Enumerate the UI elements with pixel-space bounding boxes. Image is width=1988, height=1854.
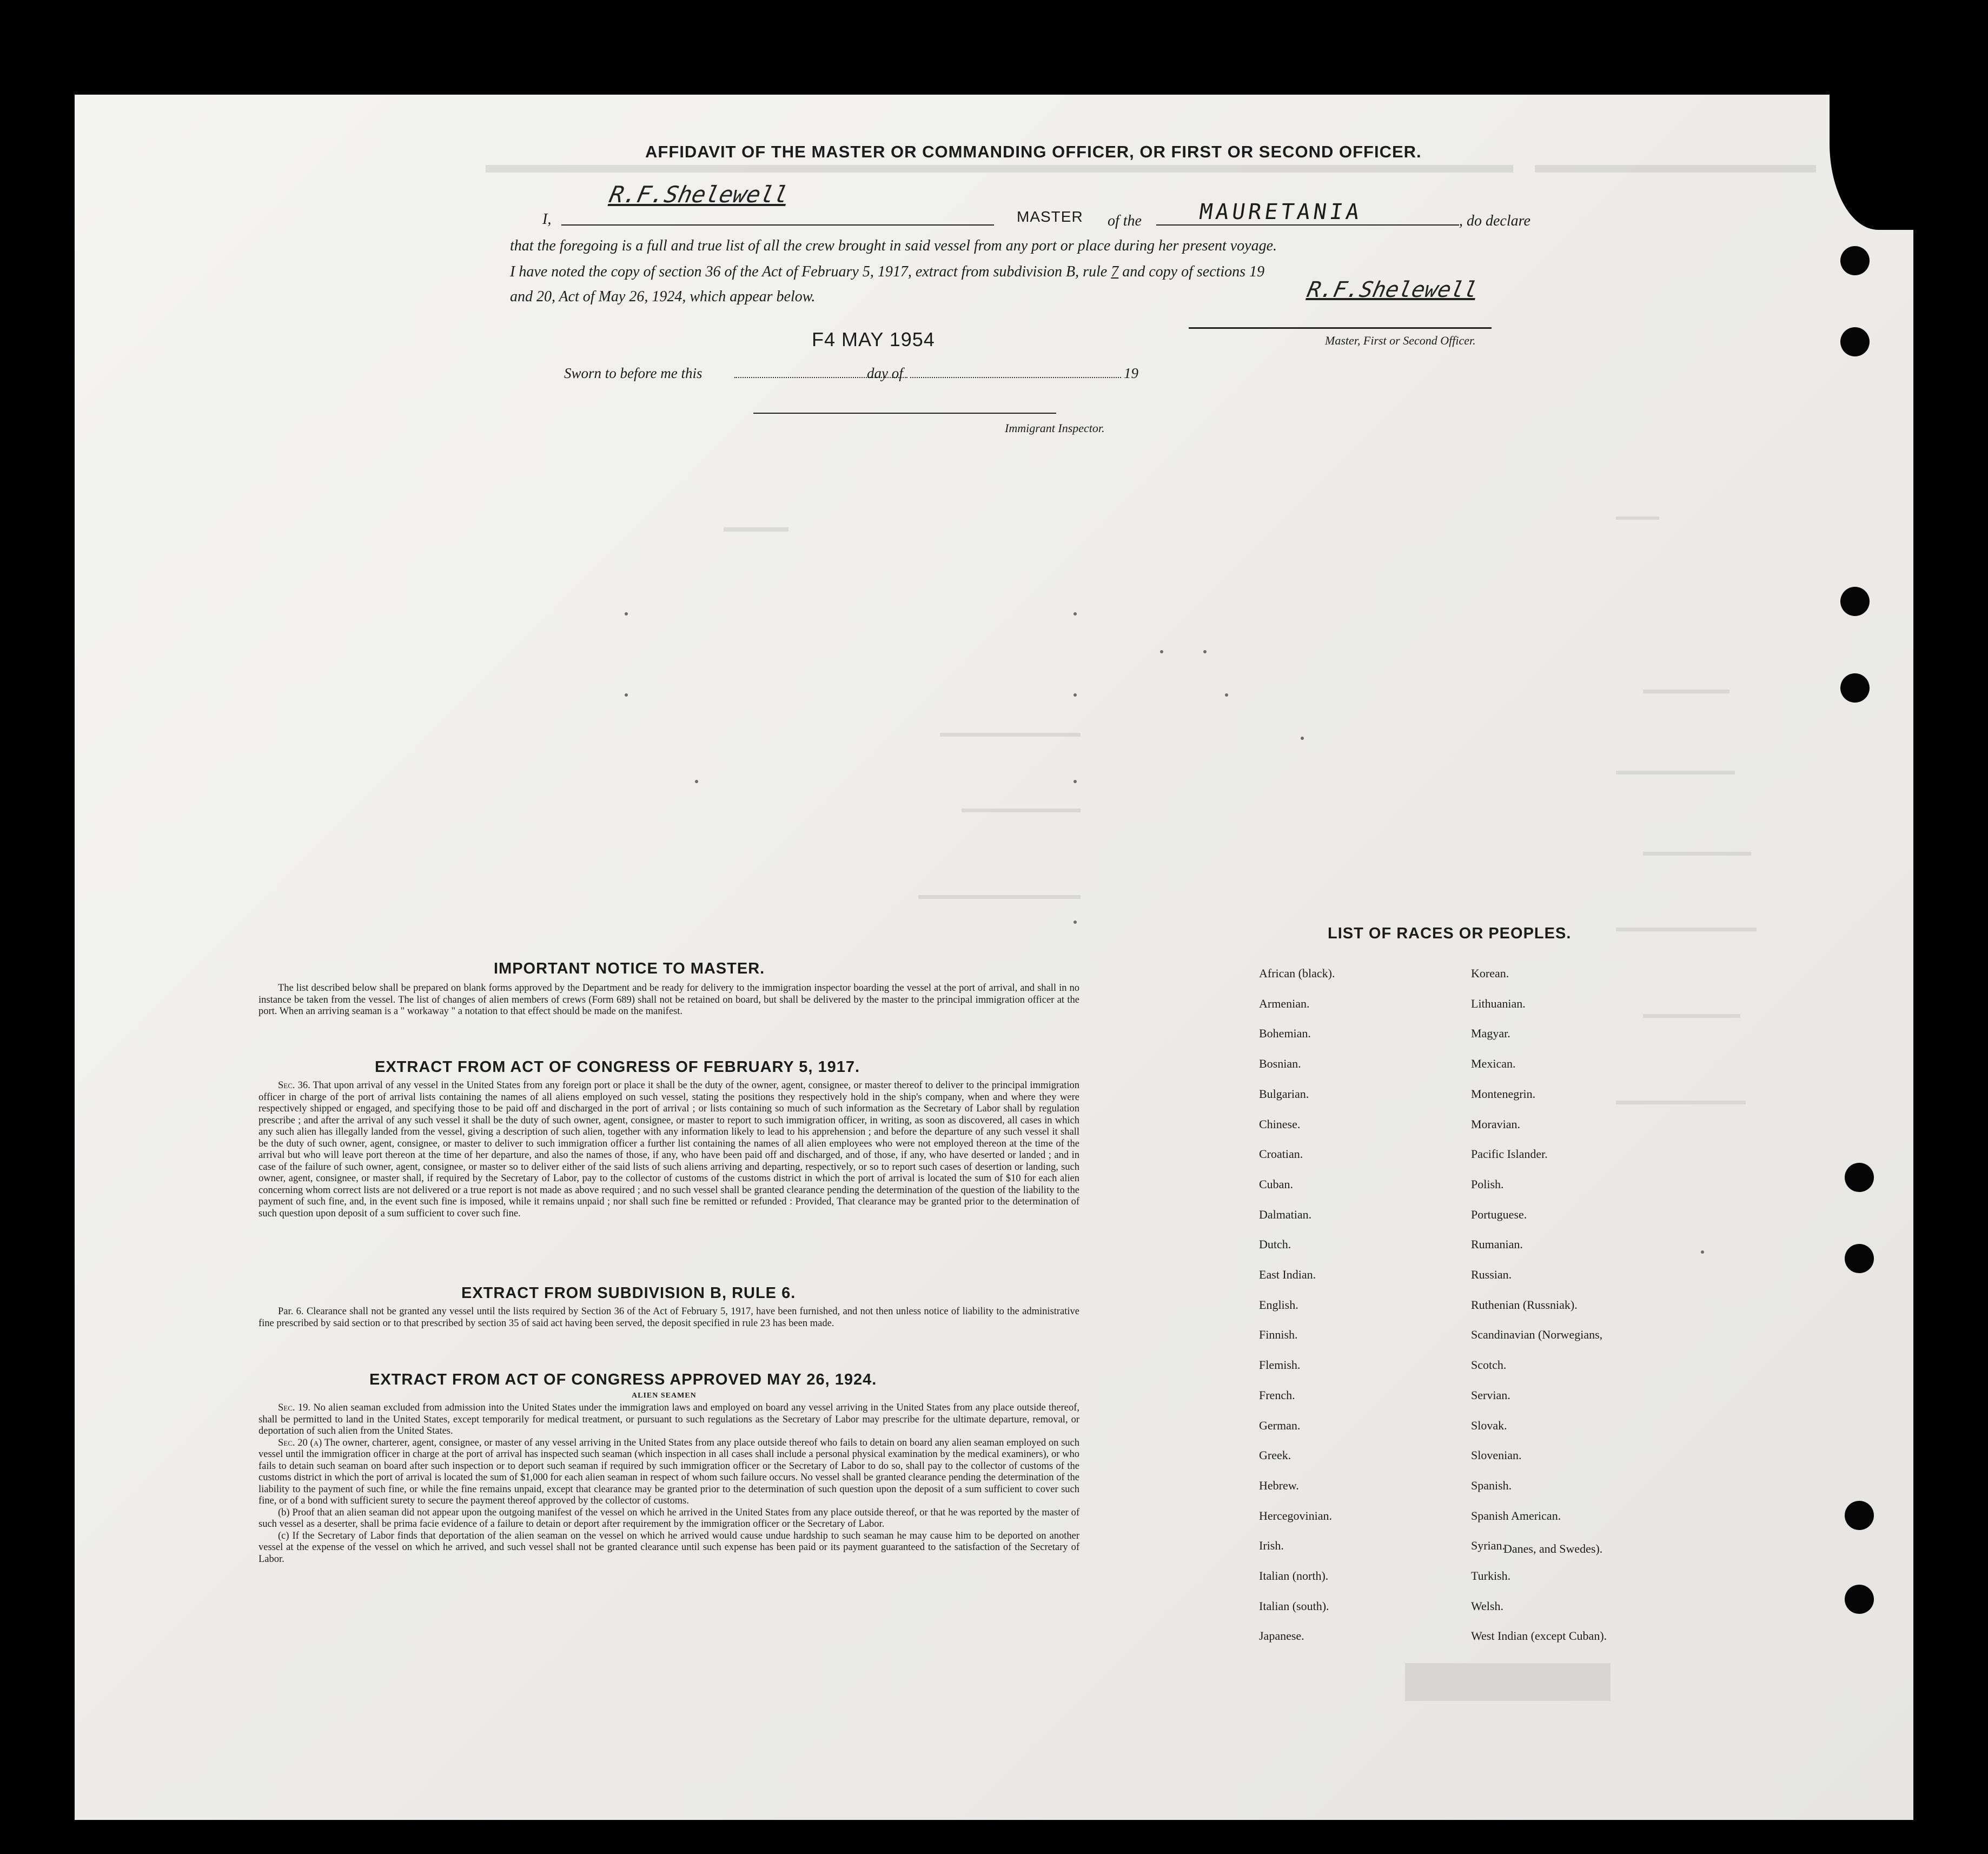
punch-hole [1845,1585,1874,1614]
punch-hole [1840,587,1870,616]
race-left-item: Italian (north). [1259,1569,1329,1582]
race-right-item: Scandinavian (Norwegians, [1471,1328,1603,1342]
declaration-line-2-text: I have noted the copy of section 36 of the Act of February 5, 1917, extract from subdivision B, rule [510,263,1108,280]
subdivision-b-par-label: Par. 6. [278,1306,304,1317]
race-left-item: Greek. [1259,1448,1291,1462]
extract-1924-subtitle: ALIEN SEAMEN [632,1392,697,1400]
subdivision-b-text: Clearance shall not be granted any vessel until the lists required by Section 36 of the Act of February 5, 1917, have been furnished, and not then unless notice of liability to the administrative fine prescribed by said section or to that prescribed by section 35 of said act having been served, the deposit specified in rule 23 has been made. [259,1306,1080,1329]
race-left-item: German. [1259,1418,1301,1432]
sec20a-label: Sec. 20 (a) [278,1437,322,1448]
do-declare-label: , do declare [1459,213,1530,229]
race-right-item: Syrian. [1471,1539,1505,1553]
second-signature: R.F.Shelewell [1305,277,1480,302]
race-right-item: Scotch. [1471,1358,1507,1372]
punch-hole [1840,246,1870,275]
race-right-item: Polish. [1471,1177,1504,1191]
race-right-item: Rumanian. [1471,1237,1523,1252]
punch-hole [1845,1163,1874,1192]
race-left-item: Chinese. [1259,1117,1301,1131]
race-left-item: Flemish. [1259,1358,1301,1372]
race-right-item: Korean. [1471,966,1509,980]
race-right-item: Ruthenian (Russniak). [1471,1297,1578,1312]
year-prefix: 19 [1124,365,1138,381]
punch-hole [1840,327,1870,356]
declaration-line-2 [510,263,1264,281]
sworn-month-line [910,377,1121,378]
sec20c-label: (c) [278,1530,289,1541]
extract-1917-section-label: Sec. 36. [278,1080,310,1091]
race-right-item: Spanish. [1471,1478,1512,1492]
race-right-item: Lithuanian. [1471,996,1526,1010]
race-left-item: French. [1259,1388,1295,1402]
sec19-label: Sec. 19. [278,1402,310,1413]
punch-hole [1845,1244,1874,1273]
race-left-item: Dutch. [1259,1237,1291,1252]
race-right-item: Servian. [1471,1388,1510,1402]
declaration-line-2b-text: and copy of sections 19 [1122,263,1265,280]
document-sheet [75,95,1913,1820]
race-left-item: East Indian. [1259,1268,1316,1281]
torn-corner [1830,95,1921,230]
extract-1917-title: EXTRACT FROM ACT OF CONGRESS OF FEBRUARY 5, 1917. [375,1058,860,1076]
officer-signature-caption: Master, First or Second Officer. [1325,334,1476,347]
race-right-item: Spanish American. [1471,1508,1561,1522]
sec20c-text: If the Secretary of Labor finds that deportation of the alien seaman on the vessel on which he arrived would cause undue hardship to such seaman he may cause him to be deported on another vessel at the expense of the vessel on which he arrived, and such vessel shall not be granted clearance until such expense has been paid or its payment guaranteed to the satisfaction of the Secretary of Labor. [259,1530,1080,1565]
notice-body [259,983,1079,1018]
race-right-item: Portuguese. [1471,1207,1527,1221]
race-left-item: Bosnian. [1259,1057,1301,1071]
race-left-item: Finnish. [1259,1328,1298,1342]
race-left-item: Dalmatian. [1259,1207,1312,1221]
extract-1924-body [259,1402,1079,1565]
rule-number: 7 [1111,263,1119,280]
master-label: MASTER [1017,208,1083,225]
sec20b-text: Proof that an alien seaman did not appear upon the outgoing manifest of the vessel on which he arrived in the United States from any place outside thereof, or that he was reported by the master of such vessel as a deserter, shall be prima facie evidence of a failure to detain or deport after requirement by the immigration officer or the Secretary of Labor. [259,1507,1079,1529]
declaration-line-3: and 20, Act of May 26, 1924, which appear below. [510,288,816,305]
sec20b-label: (b) [278,1507,290,1518]
race-right-item: Pacific Islander. [1471,1147,1548,1161]
inspector-caption: Immigrant Inspector. [1005,421,1105,435]
race-left-item: Bulgarian. [1259,1087,1309,1101]
race-left-item: Italian (south). [1259,1599,1329,1613]
race-right-item: Russian. [1471,1268,1512,1281]
race-left-item: Bohemian. [1259,1027,1311,1041]
master-signature: R.F.Shelewell [607,181,791,208]
vessel-name-line [1156,224,1459,226]
race-left-item: Hebrew. [1259,1478,1299,1492]
extract-1917-body [259,1080,1079,1220]
vessel-name: MAURETANIA [1197,200,1364,224]
race-right-item: Moravian. [1471,1117,1521,1131]
race-right-item: Slovenian. [1471,1448,1522,1462]
race-right-scandinavian-cont: Danes, and Swedes). [1503,1542,1603,1555]
subdivision-b-body [259,1306,1079,1329]
punch-hole [1845,1501,1874,1530]
extract-1917-text: That upon arrival of any vessel in the United States from any foreign port or place it shall be the duty of the owner, agent, consignee, or master thereof to deliver to the principal immigration officer in charge of the port of arrival lists containing the names of all aliens employed on such vessel, stating the positions they respectively hold in the ship's company, when and where they were respectively shipped or engaged, and specifying those to be paid off and discharged in the port of arrival ; or lists containing so much of such information as the Secretary of Labor shall by regulation prescribe ; and after the arrival of any such vessel it shall be the duty of such owner, agent, consignee, or master to report to such immigration officer, in writing, as soon as discovered, all cases in which any such alien has illegally landed from the vessel, giving a description of such alien, together with any information likely to lead to his apprehension ; and before the departure of any such vessel it shall be the duty of such owner, agent, consignee, or master to deliver to such immigration officer a further list containing the names of all alien employees who were not employed thereon at the time of the arrival but who will leave port thereon at the time of her departure, and also the names of those, if any, who have been paid off and discharged, and of those, if any, who have deserted or landed ; and in case of the failure of such owner, agent, consignee, or master so to deliver either of the said lists of such aliens arriving and departing, respectively, or so to report such cases of desertion or landing, such owner, agent, consignee, or master shall, if required by the Secretary of Labor, pay to the collector of customs of the customs district in which the port of arrival is located the sum of $10 for each alien concerning whom correct lists are not delivered or a true report is not made as above required ; and no such vessel shall be granted clearance pending the determination of the question of the liability to the payment of such fine, and, in the event such fine is imposed, while it remains unpaid ; nor shall such fine be remitted or refunded : Provided, That clearance may be granted prior to the determination of such question upon deposit of a sum sufficient to cover such fine. [259,1080,1079,1219]
officer-signature-line [1189,327,1492,329]
race-right-item: Slovak. [1471,1418,1507,1432]
race-right-item: Montenegrin. [1471,1087,1536,1101]
declaration-line-1: that the foregoing is a full and true list of all the crew brought in said vessel from any port or place during her present voyage. [510,237,1277,254]
date-stamp: F4 MAY 1954 [812,328,935,350]
day-of-label: day of [867,365,903,381]
extract-1924-title: EXTRACT FROM ACT OF CONGRESS APPROVED MAY 26, 1924. [369,1371,877,1388]
race-left-item: Cuban. [1259,1177,1293,1191]
master-name-line [561,224,994,226]
sec20a-text: The owner, charterer, agent, consignee, or master of any vessel arriving in the United States from any place outside thereof who fails to detain on board any alien seaman employed on such vessel until the immigration officer in charge at the port of arrival has inspected such seaman (which inspection in all cases shall include a personal physical examination by the medical examiners), or who fails to detain such seaman on board after such inspection or to deport such seaman if required by such immigration officer or the Secretary of Labor to do so, shall pay to the collector of customs of the customs district in which the port of arrival is located the sum of $1,000 for each alien seaman in respect of whom such failure occurs. No vessel shall be granted clearance pending the determination of the liability to the payment of such fine, or while the fine remains unpaid, except that clearance may be granted prior to the determination of such question upon the deposit of a sum sufficient to cover such fine, or of a bond with sufficient surety to secure the payment thereof approved by the collector of customs. [259,1437,1079,1506]
race-left-item: Irish. [1259,1539,1284,1553]
sworn-label: Sworn to before me this [564,365,703,381]
race-left-item: Armenian. [1259,996,1310,1010]
races-title: LIST OF RACES OR PEOPLES. [1328,925,1572,942]
race-left-item: Croatian. [1259,1147,1303,1161]
race-right-item: Turkish. [1471,1569,1511,1582]
race-left-item: Hercegovinian. [1259,1508,1332,1522]
race-right-item: Welsh. [1471,1599,1503,1613]
race-left-item: African (black). [1259,966,1335,980]
sec19-text: No alien seaman excluded from admission into the United States under the immigration laws and employed on board any vessel arriving in the United States from any place outside thereof, shall be permitted to land in the United States, except temporarily for medical treatment, or pursuant to such regulations as the Secretary of Labor may prescribe for the ultimate departure, removal, or deportation of such alien from the United States. [259,1402,1080,1436]
notice-title: IMPORTANT NOTICE TO MASTER. [494,960,765,977]
race-right-item: Mexican. [1471,1057,1516,1071]
notice-text: The list described below shall be prepared on blank forms approved by the Department and be ready for delivery to the immigration inspector boarding the vessel at the port of arrival, and shall in no instance be taken from the vessel. The list of changes of alien members of crews (Form 689) shall not be retained on board, but shall be delivered by the master to the principal immigration officer at the port. When an arriving seaman is a " workaway " a notation to that effect should be made on the manifest. [259,983,1079,1017]
of-the-label: of the [1108,213,1142,229]
race-right-item: West Indian (except Cuban). [1471,1629,1607,1643]
race-right-item: Magyar. [1471,1027,1510,1041]
race-left-item: English. [1259,1297,1298,1312]
inspector-signature-line [753,413,1056,414]
punch-hole [1840,673,1870,703]
affidavit-i-label: I, [542,211,552,228]
race-left-item: Japanese. [1259,1629,1304,1643]
affidavit-title: AFFIDAVIT OF THE MASTER OR COMMANDING OFFICER, OR FIRST OR SECOND OFFICER. [645,142,1422,161]
subdivision-b-title: EXTRACT FROM SUBDIVISION B, RULE 6. [461,1284,796,1302]
